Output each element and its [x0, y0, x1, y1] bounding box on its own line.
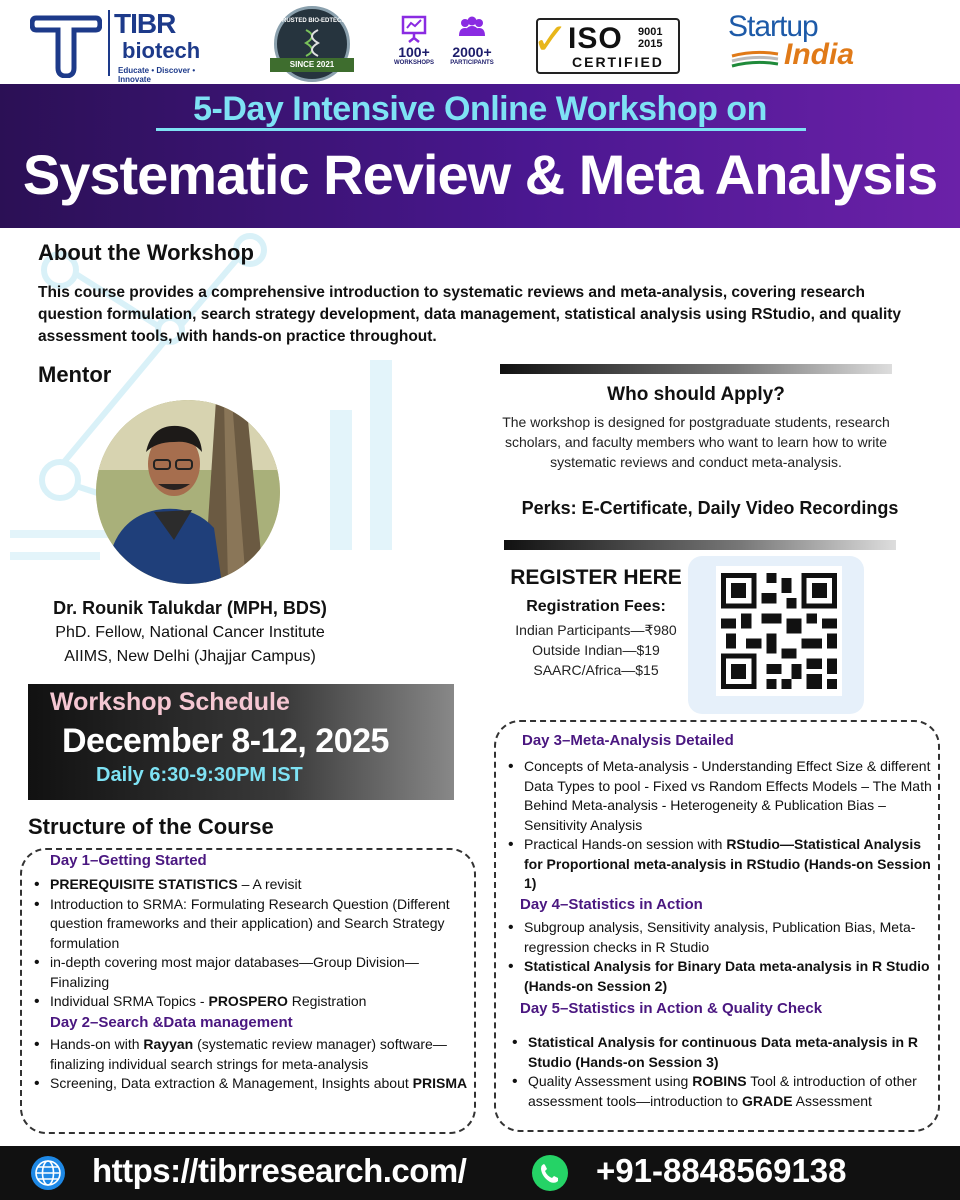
iso-num-2: 2015 [638, 38, 663, 50]
day2-item1-pre: Hands-on with [50, 1036, 144, 1052]
tibr-logo-mark-icon [30, 10, 102, 78]
day4-heading: Day 4–Statistics in Action [520, 896, 703, 913]
fees-heading: Registration Fees: [526, 598, 666, 615]
day5-item1-bold: Statistical Analysis for continuous Data meta-analysis in R Studio (Hands-on Session 3) [528, 1034, 919, 1070]
workshops-stat [382, 14, 446, 66]
day1-item4-bold: PROSPERO [208, 993, 288, 1009]
list-item: • Concepts of Meta-analysis - Understanding Effect Size & different Data Types to pool - Fixed vs Random Effects Models – The Math Behind Meta-analysis - Heterogeneity & Publication Bias – Sensitivity Analysis [504, 757, 936, 835]
fee-saarc: SAARC/Africa—$15 [533, 662, 659, 678]
day1-item4-pre: Individual SRMA Topics - [50, 993, 209, 1009]
day5-item2-mid: Tool & introduction of other assessment tools—introduction to [528, 1073, 917, 1109]
registration-qr-code[interactable] [716, 566, 842, 696]
tibr-name: TIBR [114, 8, 176, 39]
structure-heading: Structure of the Course [28, 814, 274, 839]
day2-item1-bold: Rayyan [143, 1036, 194, 1052]
tibr-tagline: Educate • Discover • Innovate [118, 66, 196, 84]
fee-outside: Outside Indian—$19 [532, 642, 660, 658]
day3-item2-pre: Practical Hands-on session with [524, 836, 727, 852]
title-banner [0, 84, 960, 228]
tibr-sub: biotech [122, 38, 201, 63]
day5-list [508, 1033, 936, 1111]
apply-text: The workshop is designed for postgraduate students, research scholars, and faculty members who want to learn how to write systematic reviews and conduct meta-analysis. [502, 414, 890, 470]
list-item [30, 1074, 470, 1094]
mentor-heading: Mentor [38, 362, 112, 387]
iso-word: ISO [568, 22, 623, 55]
seal-band: SINCE 2021 [270, 58, 354, 72]
about-heading: About the Workshop [38, 240, 254, 265]
list-item: • in-depth covering most major databases—Group Division—Finalizing [30, 953, 470, 992]
participants-count: 2000+ [452, 44, 492, 60]
list-item [30, 992, 470, 1012]
day1-item4-post: Registration [287, 993, 367, 1009]
globe-icon [30, 1155, 66, 1191]
list-item [30, 875, 470, 895]
mentor-portrait-icon [96, 400, 280, 584]
startup-word: Startup [728, 10, 818, 43]
day2-item2-pre: Screening, Data extraction & Management, Insights about [50, 1075, 413, 1091]
iso-number [638, 26, 662, 50]
day2-item2-bold: PRISMA [412, 1075, 468, 1091]
flag-swoosh-icon [730, 50, 780, 68]
schedule-panel [28, 684, 454, 800]
list-item [508, 1033, 936, 1072]
presentation-icon [399, 14, 429, 44]
apply-heading: Who should Apply? [607, 384, 785, 405]
day5-item2-bold2: GRADE [742, 1092, 793, 1109]
seal-top-text: TRUSTED BIO-EDTECH [278, 18, 346, 24]
fee-indian: Indian Participants—₹980 [515, 622, 677, 638]
list-item [504, 835, 936, 894]
mentor-role: PhD. Fellow, National Cancer Institute [55, 624, 325, 641]
footer-bar [0, 1146, 960, 1200]
day1-item1-rest: – A revisit [237, 876, 302, 892]
day2-item1-post: (systematic review manager) software—finalizing individual search strings for meta-analysis [50, 1036, 447, 1072]
tibr-divider [108, 10, 110, 76]
workshops-count: 100+ [398, 44, 430, 60]
day4-item2-bold: Statistical Analysis for Binary Data meta-analysis in R Studio (Hands-on Session 2) [524, 958, 930, 994]
day3-item2-bold: RStudio—Statistical Analysis for Proportional meta-analysis in RStudio (Hands-on Session 1) [524, 836, 931, 891]
day5-item2-pre: Quality Assessment using [528, 1073, 693, 1089]
list-item [508, 1072, 936, 1111]
mentor-location: AIIMS, New Delhi (Jhajjar Campus) [64, 648, 316, 665]
iso-certified-badge [532, 15, 680, 74]
mentor-name: Dr. Rounik Talukdar (MPH, BDS) [53, 598, 327, 618]
mentor-photo [96, 400, 280, 584]
list-item [30, 1035, 470, 1074]
day4-list [504, 918, 936, 996]
participants-label: PARTICIPANTS [450, 60, 494, 66]
schedule-dates: December 8-12, 2025 [62, 722, 389, 760]
day3-heading: Day 3–Meta-Analysis Detailed [522, 732, 734, 749]
india-word: India [784, 38, 855, 71]
startup-india-logo [724, 10, 864, 76]
banner-subtitle: 5-Day Intensive Online Workshop on [193, 90, 767, 128]
register-heading: REGISTER HERE [510, 566, 682, 589]
schedule-time: Daily 6:30-9:30PM IST [96, 764, 303, 786]
day1-heading: Day 1–Getting Started [50, 852, 207, 869]
list-item: • Subgroup analysis, Sensitivity analysis, Publication Bias, Meta-regression checks in R Studio [504, 918, 936, 957]
people-icon [457, 14, 487, 44]
iso-cert-text: CERTIFIED [572, 54, 664, 70]
logo-strip [0, 0, 960, 84]
day5-heading: Day 5–Statistics in Action & Quality Check [520, 1000, 823, 1017]
iso-num-1: 9001 [638, 26, 663, 38]
list-item [504, 957, 936, 996]
day1-item1-bold: PREREQUISITE STATISTICS [50, 876, 238, 892]
list-item: • Introduction to SRMA: Formulating Research Question (Different question frameworks and their application) and Search Strategy formulation [30, 895, 470, 954]
day3-list [504, 757, 936, 894]
banner-title: Systematic Review & Meta Analysis [22, 143, 938, 206]
schedule-heading: Workshop Schedule [50, 688, 290, 716]
dna-icon [302, 28, 322, 58]
whatsapp-icon [530, 1153, 570, 1193]
day5-item2-bold1: ROBINS [692, 1073, 747, 1089]
day2-list [30, 1035, 470, 1094]
phone-link[interactable]: +91-8848569138 [596, 1152, 847, 1189]
trusted-seal-badge [268, 6, 356, 84]
participants-stat [440, 14, 504, 66]
divider-bar-top [500, 364, 892, 374]
workshops-label: WORKSHOPS [393, 60, 434, 66]
perks-text: Perks: E-Certificate, Daily Video Recordings [521, 498, 899, 518]
day5-item2-post: Assessment [792, 1092, 872, 1109]
day2-heading: Day 2–Search &Data management [50, 1014, 293, 1031]
subtitle-underline [156, 128, 806, 131]
tibr-biotech-logo [30, 6, 220, 84]
divider-bar-bottom [504, 540, 896, 550]
day1-list [30, 875, 470, 1012]
checkmark-icon: ✓ [532, 15, 569, 64]
about-text: This course provides a comprehensive introduction to systematic reviews and meta-analysis, covering research question formulation, search strategy development, data management, statistical analysis using RStudio, and quality assessment tools, with hands-on practice throughout. [38, 284, 902, 345]
website-link[interactable]: https://tibrresearch.com/ [92, 1152, 467, 1189]
